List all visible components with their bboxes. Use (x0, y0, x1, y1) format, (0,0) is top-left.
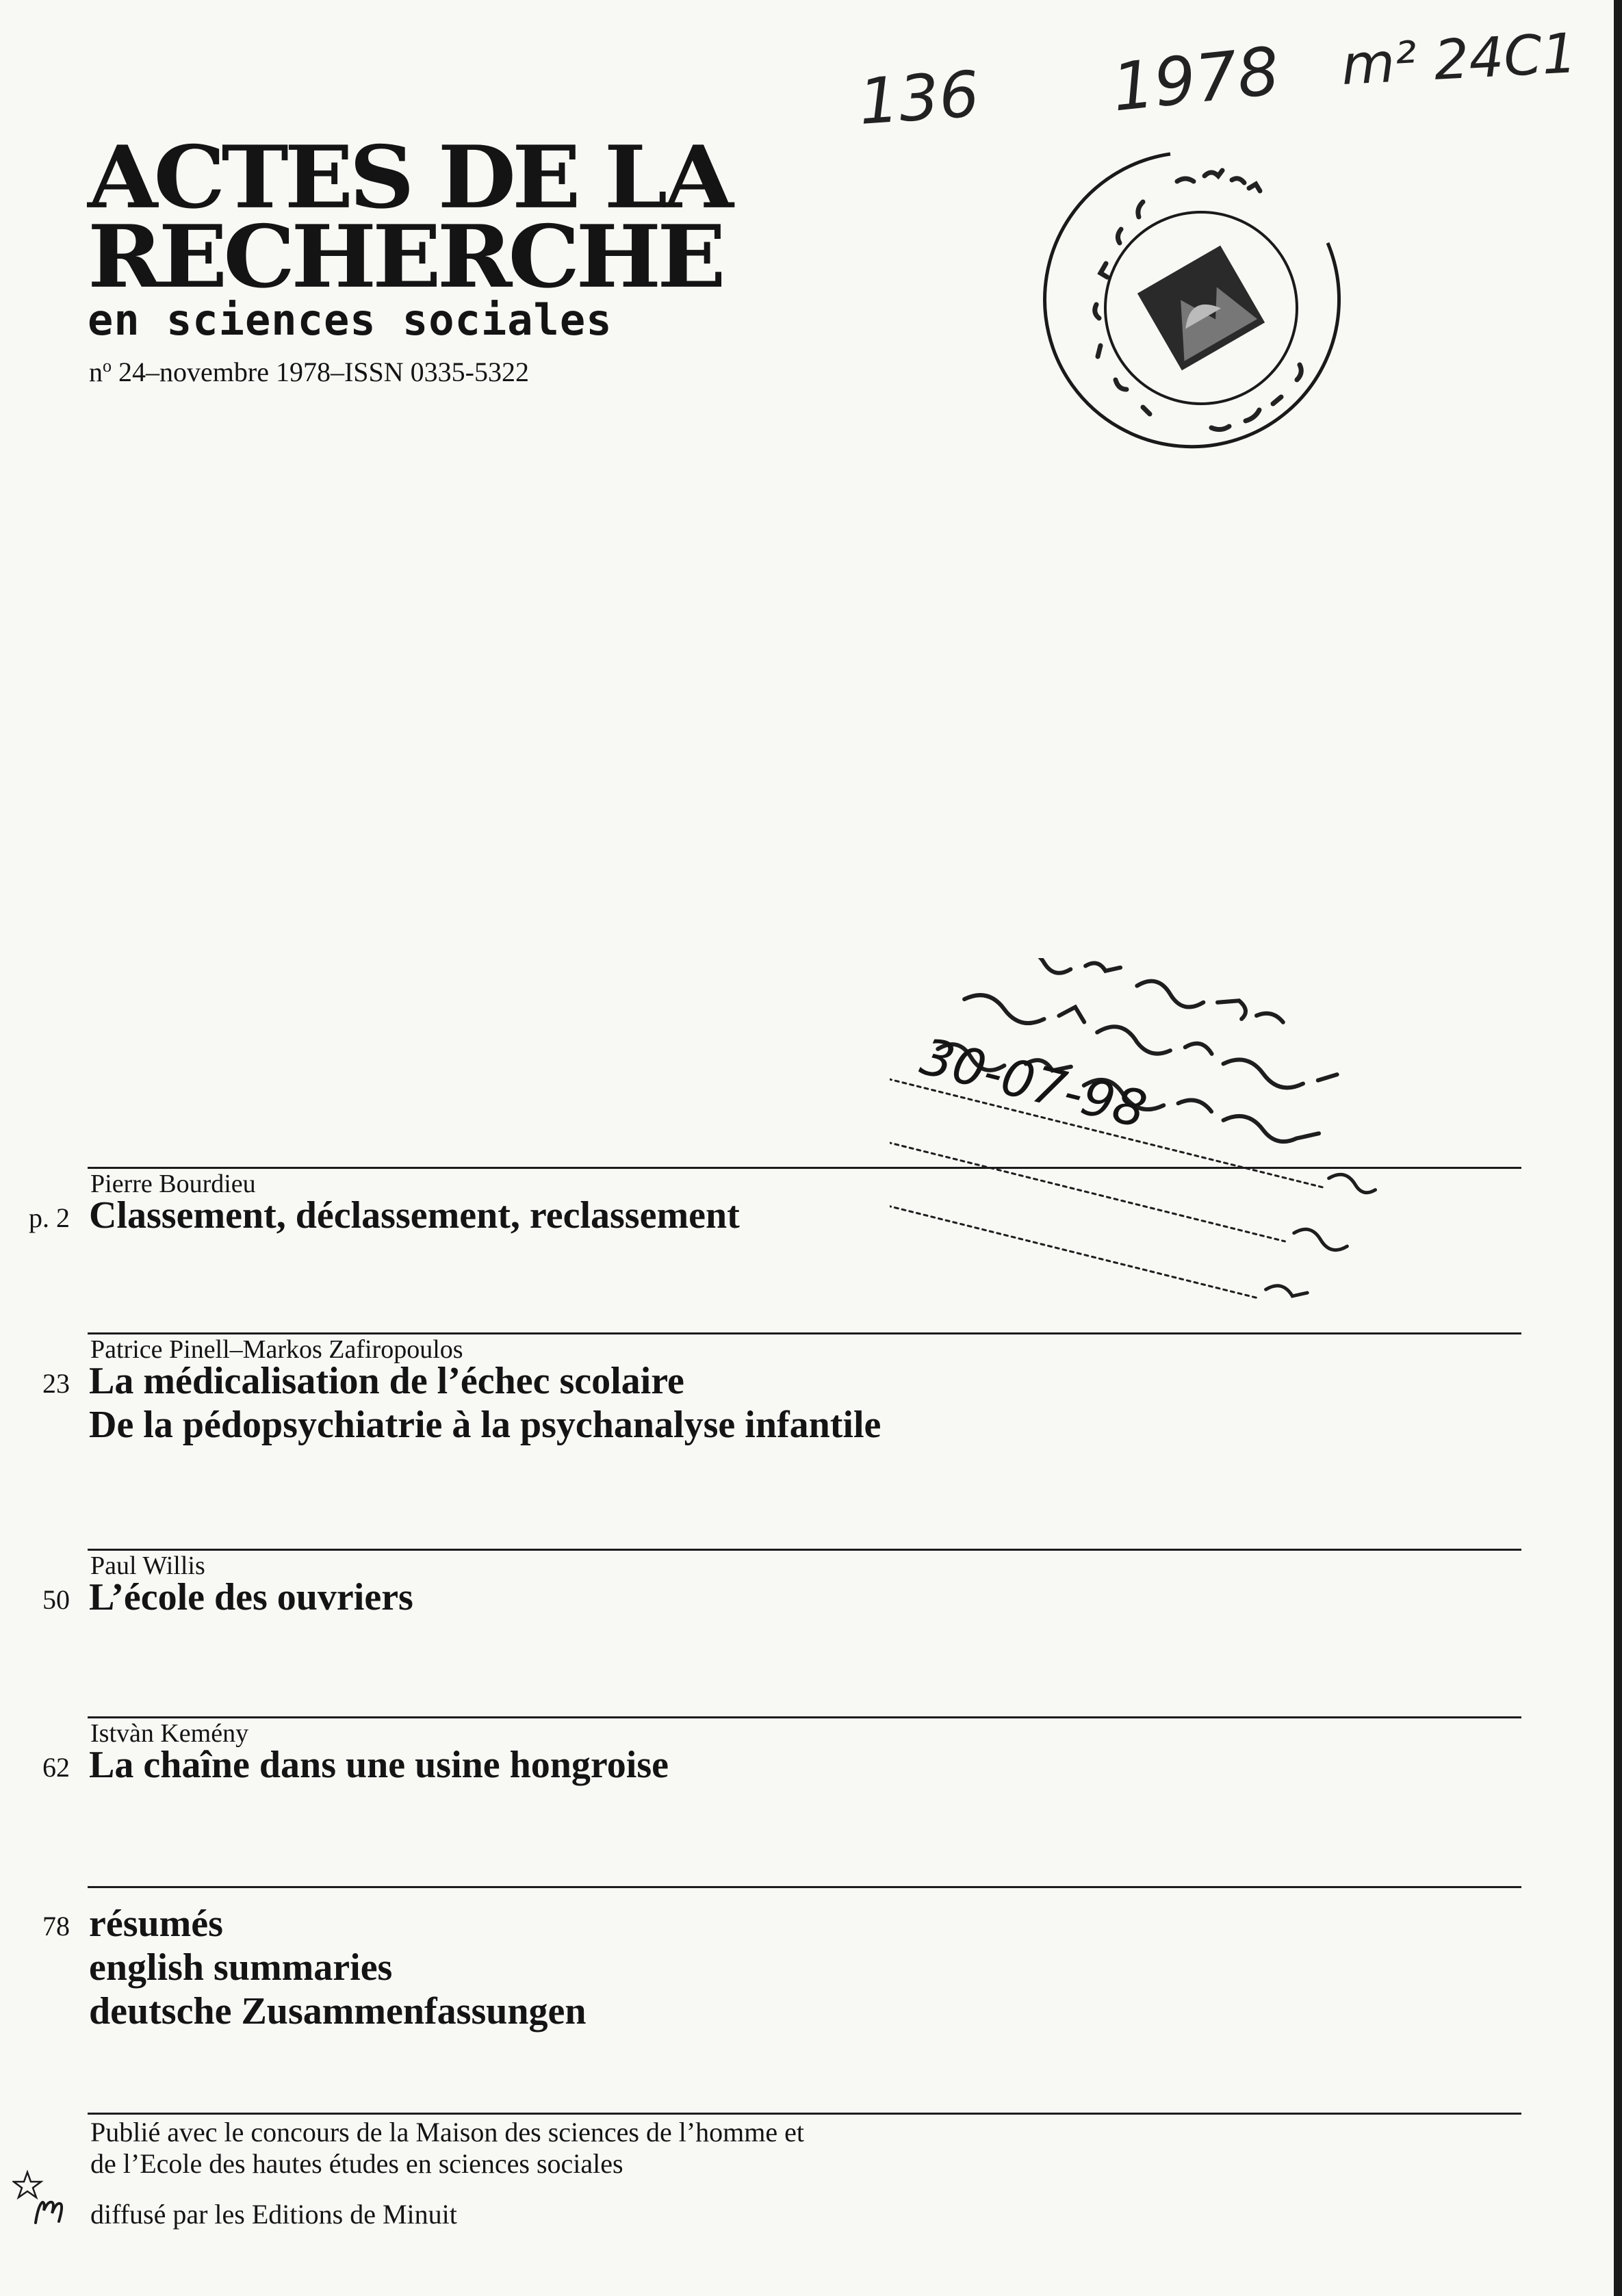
entry-title-line: Classement, déclassement, reclassement (89, 1194, 740, 1237)
issue-info (89, 356, 529, 388)
entry-title-line: L’école des ouvriers (89, 1576, 413, 1618)
divider-5 (88, 1886, 1521, 1888)
divider-3 (88, 1549, 1521, 1551)
entry-title-line: résumés (89, 1902, 223, 1945)
entry-title-line: La médicalisation de l’échec scolaire (89, 1360, 684, 1402)
registration-stamp (890, 958, 1451, 1369)
library-circular-stamp (1040, 140, 1362, 462)
entry-page: 23 (42, 1368, 70, 1399)
journal-masthead (88, 127, 730, 345)
entry-author: Istvàn Kemény (90, 1719, 249, 1748)
entry-author: Pierre Bourdieu (90, 1170, 256, 1198)
masthead-line-2: RECHERCHE (88, 207, 722, 308)
entry-page: p. 2 (29, 1202, 70, 1233)
scan-edge (1614, 0, 1622, 2296)
divider-1 (88, 1167, 1521, 1169)
issue-number-prefix: n (89, 357, 103, 387)
distributor-note: diffusé par les Editions de Minuit (90, 2199, 457, 2230)
entry-title-line: La chaîne dans une usine hongroise (89, 1744, 669, 1786)
entry-page: 78 (42, 1911, 70, 1942)
divider-4 (88, 1716, 1521, 1718)
entry-author: Paul Willis (90, 1551, 205, 1580)
editions-de-minuit-logo (12, 2169, 88, 2231)
publisher-note-line-1: Publié avec le concours de la Maison des sciences de l’homme et (90, 2117, 804, 2147)
handwritten-year: 1978 (1108, 32, 1283, 127)
entry-title-line: De la pédopsychiatrie à la psychanalyse infantile (89, 1404, 881, 1446)
divider-footer (88, 2113, 1521, 2115)
entry-author: Patrice Pinell–Markos Zafiropoulos (90, 1335, 463, 1364)
handwritten-reference: m² 24C1 (1339, 21, 1579, 97)
masthead-subtitle: en sciences sociales (88, 295, 613, 345)
registration-date: 30-07-98 (914, 1027, 1153, 1140)
entry-title-line: deutsche Zusammenfassungen (89, 1990, 587, 2033)
masthead-line-1: ACTES DE LA (88, 127, 730, 229)
publisher-note-line-2: de l’Ecole des hautes études en sciences sociales (90, 2148, 623, 2179)
entry-page: 50 (42, 1584, 70, 1615)
issue-number-sup: o (103, 356, 112, 376)
issue-details: 24–novembre 1978–ISSN 0335-5322 (112, 357, 529, 387)
handwritten-number: 136 (856, 57, 982, 139)
entry-page: 62 (42, 1752, 70, 1783)
entry-title-line: english summaries (89, 1946, 393, 1989)
